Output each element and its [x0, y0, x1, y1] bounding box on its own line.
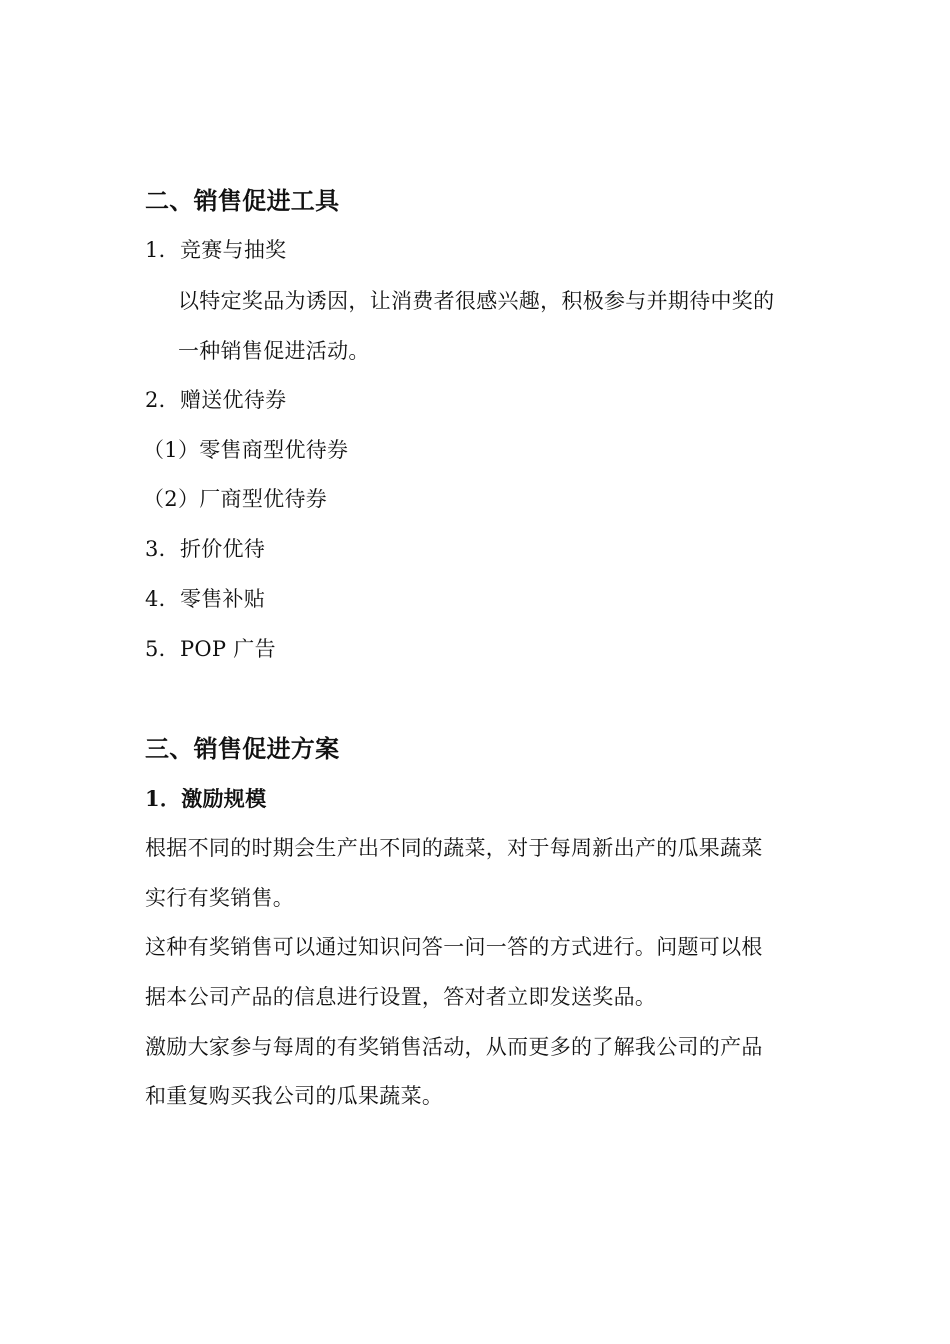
subheading-incentive-scale: 1．激励规模 — [145, 786, 267, 811]
paragraph-line-1: 根据不同的时期会生产出不同的蔬菜，对于每周新出产的瓜果蔬菜 — [145, 836, 763, 860]
paragraph-line-2: 实行有奖销售。 — [145, 886, 295, 910]
paragraph-line-5: 激励大家参与每周的有奖销售活动，从而更多的了解我公司的产品 — [145, 1035, 763, 1059]
list-item-contest-desc-2: 一种销售促进活动。 — [178, 339, 370, 363]
list-item-coupons: 2．赠送优待券 — [145, 388, 287, 412]
section-heading-tools: 二、销售促进工具 — [145, 186, 340, 215]
paragraph-line-4: 据本公司产品的信息进行设置，答对者立即发送奖品。 — [145, 985, 657, 1009]
list-item-pop-ad: 5．POP 广告 — [145, 637, 276, 661]
list-item-retailer-coupon: （1）零售商型优待券 — [143, 438, 349, 462]
list-item-contest: 1．竞赛与抽奖 — [145, 238, 287, 262]
section-heading-plan: 三、销售促进方案 — [145, 734, 340, 763]
list-item-retail-subsidy: 4．零售补贴 — [145, 587, 266, 611]
paragraph-line-6: 和重复购买我公司的瓜果蔬菜。 — [145, 1084, 444, 1108]
list-item-contest-desc-1: 以特定奖品为诱因，让消费者很感兴趣，积极参与并期待中奖的 — [178, 289, 775, 313]
list-item-discount: 3．折价优待 — [145, 537, 266, 561]
list-item-manufacturer-coupon: （2）厂商型优待券 — [143, 487, 328, 511]
paragraph-line-3: 这种有奖销售可以通过知识问答一问一答的方式进行。问题可以根 — [145, 935, 763, 959]
